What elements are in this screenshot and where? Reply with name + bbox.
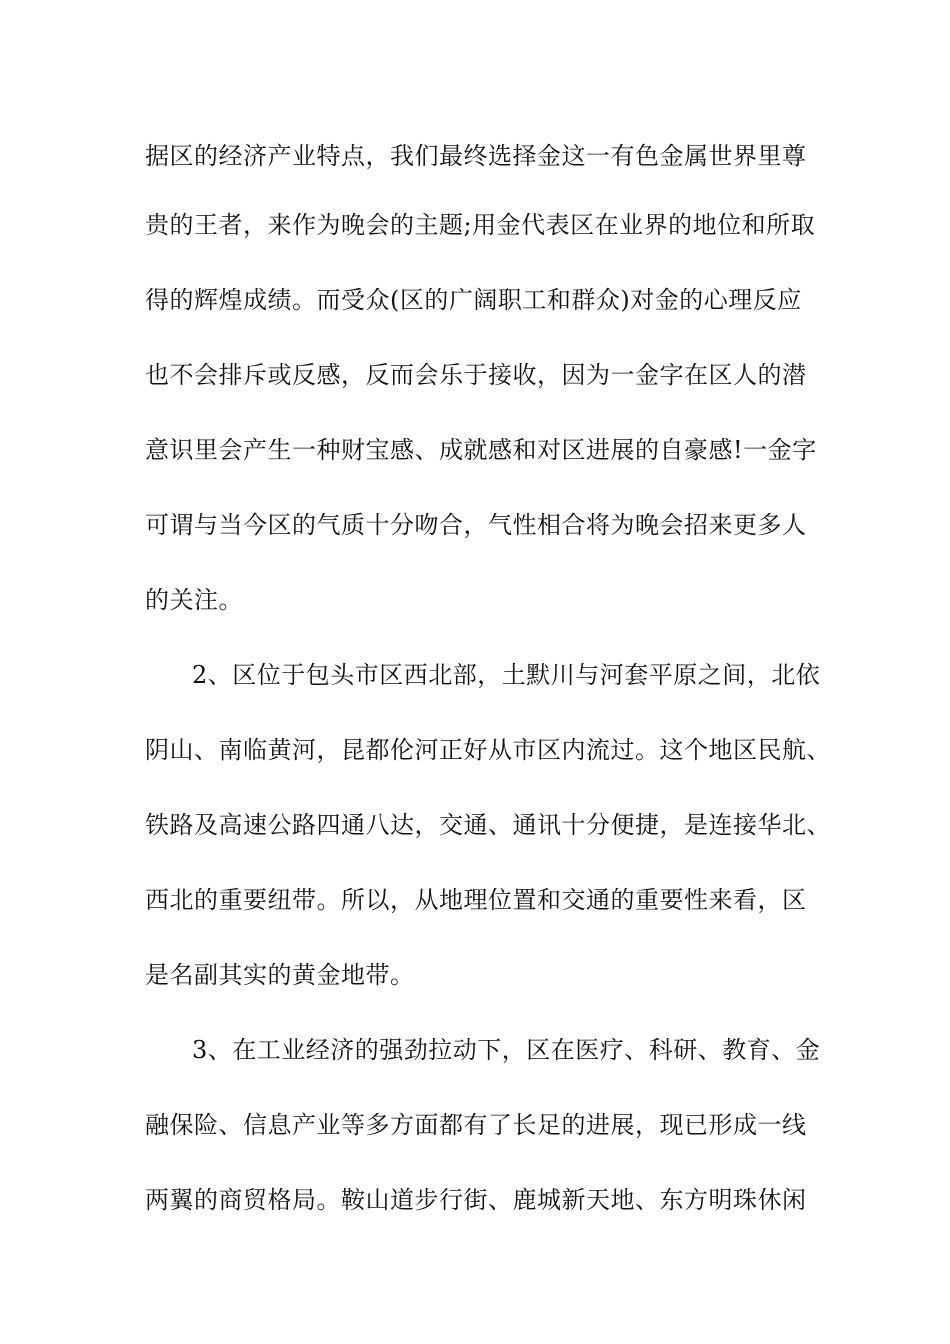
paragraph-line: 西北的重要纽带。所以，从地理位置和交通的重要性来看，区 [145, 886, 807, 914]
paragraph-line: 铁路及高速公路四通八达，交通、通讯十分便捷，是连接华北、 [145, 811, 831, 839]
paragraph-line: 贵的王者，来作为晚会的主题;用金代表区在业界的地位和所取 [145, 211, 816, 239]
paragraph-line: 也不会排斥或反感，反而会乐于接收，因为一金字在区人的潜 [145, 361, 807, 389]
paragraph-line: 融保险、信息产业等多方面都有了长足的进展，现已形成一线 [145, 1111, 807, 1139]
paragraph-line: 阴山、南临黄河，昆都伦河正好从市区内流过。这个地区民航、 [145, 736, 831, 764]
paragraph-line: 可谓与当今区的气质十分吻合，气性相合将为晚会招来更多人 [145, 511, 807, 539]
paragraph-line: 得的辉煌成绩。而受众(区的广阔职工和群众)对金的心理反应 [145, 286, 802, 314]
paragraph-line: 是名副其实的黄金地带。 [145, 961, 415, 989]
paragraph-line: 据区的经济产业特点，我们最终选择金这一有色金属世界里尊 [145, 142, 807, 170]
paragraph-line: 2、区位于包头市区西北部，土默川与河套平原之间，北依 [192, 661, 821, 689]
paragraph-line: 3、在工业经济的强劲拉动下，区在医疗、科研、教育、金 [192, 1036, 821, 1064]
paragraph-line: 意识里会产生一种财宝感、成就感和对区进展的自豪感!一金字 [145, 436, 817, 464]
paragraph-line: 两翼的商贸格局。鞍山道步行街、鹿城新天地、东方明珠休闲 [145, 1186, 807, 1214]
paragraph-line: 的关注。 [145, 586, 243, 614]
